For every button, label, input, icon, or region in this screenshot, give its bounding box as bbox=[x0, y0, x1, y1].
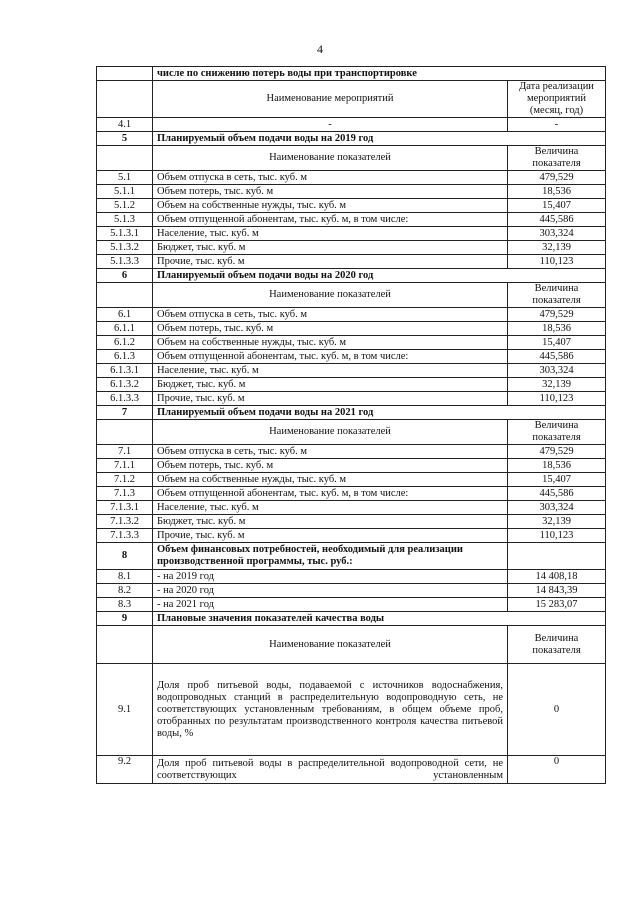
row-number: 8.3 bbox=[97, 598, 153, 612]
row-number: 9.2 bbox=[97, 756, 153, 784]
row-number: 6.1.2 bbox=[97, 336, 153, 350]
row-value: 15 283,07 bbox=[508, 598, 606, 612]
section-title: Планируемый объем подачи воды на 2020 год bbox=[153, 269, 606, 283]
row-number: 7.1.2 bbox=[97, 473, 153, 487]
section-title: Планируемый объем подачи воды на 2021 год bbox=[153, 406, 606, 420]
row-value: 15,407 bbox=[508, 473, 606, 487]
section-header-7 bbox=[97, 406, 606, 420]
section-title: Плановые значения показателей качества воды bbox=[153, 612, 606, 626]
row-number: 7.1 bbox=[97, 445, 153, 459]
row-name: Население, тыс. куб. м bbox=[153, 501, 508, 515]
row-value: 32,139 bbox=[508, 241, 606, 255]
indicator-header-row bbox=[97, 146, 606, 171]
indicator-name-header: Наименование показателей bbox=[153, 146, 508, 171]
table-row bbox=[97, 308, 606, 322]
row-name: Прочие, тыс. куб. м bbox=[153, 392, 508, 406]
row-value: 303,324 bbox=[508, 501, 606, 515]
section-header-6 bbox=[97, 269, 606, 283]
table-row bbox=[97, 227, 606, 241]
table-row bbox=[97, 529, 606, 543]
table-row bbox=[97, 336, 606, 350]
row-name: Население, тыс. куб. м bbox=[153, 227, 508, 241]
table-row bbox=[97, 350, 606, 364]
table-row bbox=[97, 213, 606, 227]
section-number: 9 bbox=[97, 612, 153, 626]
row-number: 5.1.3.2 bbox=[97, 241, 153, 255]
section-header-9 bbox=[97, 612, 606, 626]
row-name: Прочие, тыс. куб. м bbox=[153, 529, 508, 543]
row-value: 110,123 bbox=[508, 529, 606, 543]
row-name: Объем на собственные нужды, тыс. куб. м bbox=[153, 336, 508, 350]
table-row bbox=[97, 515, 606, 529]
row-number: 6.1 bbox=[97, 308, 153, 322]
row-name: Бюджет, тыс. куб. м bbox=[153, 378, 508, 392]
row-value: 32,139 bbox=[508, 378, 606, 392]
section-number: 6 bbox=[97, 269, 153, 283]
row-name: - на 2019 год bbox=[153, 570, 508, 584]
section-header-5 bbox=[97, 132, 606, 146]
row-name: Население, тыс. куб. м bbox=[153, 364, 508, 378]
row-number: 5.1.2 bbox=[97, 199, 153, 213]
indicator-name-header: Наименование показателей bbox=[153, 420, 508, 445]
continuation-title: числе по снижению потерь воды при транспортировке bbox=[153, 67, 606, 81]
indicator-header-row bbox=[97, 626, 606, 664]
continuation-row bbox=[97, 67, 606, 81]
measures-header-row bbox=[97, 81, 606, 118]
table-row bbox=[97, 459, 606, 473]
row-name: Объем потерь, тыс. куб. м bbox=[153, 185, 508, 199]
row-name: Доля проб питьевой воды, подаваемой с источников водоснабжения, водопроводных станций в распределительную водопроводную сеть, не соответствующих установленным требованиям, в общем объеме проб, отобранных по результатам производственного контроля качества питьевой воды, % bbox=[153, 664, 508, 756]
row-name: - на 2021 год bbox=[153, 598, 508, 612]
row-name: Объем потерь, тыс. куб. м bbox=[153, 459, 508, 473]
indicator-value-header: Величина показателя bbox=[508, 626, 606, 664]
table-row bbox=[97, 378, 606, 392]
row-name: Объем потерь, тыс. куб. м bbox=[153, 322, 508, 336]
row-number: 7.1.3.2 bbox=[97, 515, 153, 529]
table-row bbox=[97, 598, 606, 612]
table-row bbox=[97, 664, 606, 756]
row-number: 5.1 bbox=[97, 171, 153, 185]
row-name: - на 2020 год bbox=[153, 584, 508, 598]
row-value: 14 843,39 bbox=[508, 584, 606, 598]
table-row bbox=[97, 501, 606, 515]
table-row bbox=[97, 255, 606, 269]
table-row bbox=[97, 322, 606, 336]
row-value: 110,123 bbox=[508, 255, 606, 269]
row-value: 110,123 bbox=[508, 392, 606, 406]
indicator-header-row bbox=[97, 283, 606, 308]
row-date: - bbox=[508, 118, 606, 132]
indicator-value-header: Величина показателя bbox=[508, 283, 606, 308]
production-program-table bbox=[96, 66, 606, 784]
row-name: Объем на собственные нужды, тыс. куб. м bbox=[153, 473, 508, 487]
row-value: 14 408,18 bbox=[508, 570, 606, 584]
section-number: 8 bbox=[97, 543, 153, 570]
row-value: 18,536 bbox=[508, 459, 606, 473]
table-row bbox=[97, 185, 606, 199]
section-title: Объем финансовых потребностей, необходимый для реализации производственной программы, тыс. руб.: bbox=[153, 543, 508, 570]
row-value: 18,536 bbox=[508, 322, 606, 336]
row-name: Объем отпущенной абонентам, тыс. куб. м, в том числе: bbox=[153, 213, 508, 227]
row-value: 303,324 bbox=[508, 364, 606, 378]
row-value: 18,536 bbox=[508, 185, 606, 199]
row-value: 15,407 bbox=[508, 336, 606, 350]
indicator-value-header: Величина показателя bbox=[508, 146, 606, 171]
row-value: 479,529 bbox=[508, 171, 606, 185]
row-name: Прочие, тыс. куб. м bbox=[153, 255, 508, 269]
indicator-header-row bbox=[97, 420, 606, 445]
row-value: 303,324 bbox=[508, 227, 606, 241]
measures-date-header: Дата реализации мероприятий (месяц, год) bbox=[508, 81, 606, 118]
row-number: 7.1.3.1 bbox=[97, 501, 153, 515]
table-row bbox=[97, 199, 606, 213]
row-name: - bbox=[153, 118, 508, 132]
row-name: Объем отпущенной абонентам, тыс. куб. м, в том числе: bbox=[153, 350, 508, 364]
row-value: 15,407 bbox=[508, 199, 606, 213]
table-row bbox=[97, 364, 606, 378]
row-number: 8.1 bbox=[97, 570, 153, 584]
row-number: 6.1.3.3 bbox=[97, 392, 153, 406]
row-number: 7.1.1 bbox=[97, 459, 153, 473]
row-value: 445,586 bbox=[508, 350, 606, 364]
indicator-name-header: Наименование показателей bbox=[153, 626, 508, 664]
row-name: Объем отпущенной абонентам, тыс. куб. м, в том числе: bbox=[153, 487, 508, 501]
row-number: 7.1.3.3 bbox=[97, 529, 153, 543]
row-number: 5.1.1 bbox=[97, 185, 153, 199]
table-row bbox=[97, 756, 606, 784]
row-value: 0 bbox=[508, 664, 606, 756]
row-value: 32,139 bbox=[508, 515, 606, 529]
row-number: 6.1.3.2 bbox=[97, 378, 153, 392]
table-row bbox=[97, 241, 606, 255]
indicator-name-header: Наименование показателей bbox=[153, 283, 508, 308]
row-name: Объем отпуска в сеть, тыс. куб. м bbox=[153, 308, 508, 322]
row-number: 6.1.1 bbox=[97, 322, 153, 336]
row-number: 5.1.3 bbox=[97, 213, 153, 227]
row-number: 6.1.3.1 bbox=[97, 364, 153, 378]
measures-name-header: Наименование мероприятий bbox=[153, 81, 508, 118]
row-name: Объем отпуска в сеть, тыс. куб. м bbox=[153, 171, 508, 185]
row-value: 479,529 bbox=[508, 308, 606, 322]
table-row bbox=[97, 171, 606, 185]
table-row bbox=[97, 118, 606, 132]
table-row bbox=[97, 445, 606, 459]
table-row bbox=[97, 392, 606, 406]
row-number: 6.1.3 bbox=[97, 350, 153, 364]
row-number: 4.1 bbox=[97, 118, 153, 132]
table-row bbox=[97, 570, 606, 584]
row-number: 8.2 bbox=[97, 584, 153, 598]
section-number: 5 bbox=[97, 132, 153, 146]
section-number: 7 bbox=[97, 406, 153, 420]
row-name: Объем на собственные нужды, тыс. куб. м bbox=[153, 199, 508, 213]
indicator-value-header: Величина показателя bbox=[508, 420, 606, 445]
section-header-8 bbox=[97, 543, 606, 570]
table-row bbox=[97, 487, 606, 501]
row-number: 9.1 bbox=[97, 664, 153, 756]
row-value: 445,586 bbox=[508, 213, 606, 227]
row-value: 479,529 bbox=[508, 445, 606, 459]
row-name: Объем отпуска в сеть, тыс. куб. м bbox=[153, 445, 508, 459]
table-row bbox=[97, 584, 606, 598]
section-title: Планируемый объем подачи воды на 2019 год bbox=[153, 132, 606, 146]
row-number: 5.1.3.1 bbox=[97, 227, 153, 241]
row-value: 0 bbox=[508, 756, 606, 784]
row-number: 7.1.3 bbox=[97, 487, 153, 501]
row-name: Бюджет, тыс. куб. м bbox=[153, 515, 508, 529]
row-name: Доля проб питьевой воды в распределительной водопроводной сети, не соответствующих установленным bbox=[153, 756, 508, 784]
row-number: 5.1.3.3 bbox=[97, 255, 153, 269]
page-number: 4 bbox=[317, 42, 323, 56]
row-value: 445,586 bbox=[508, 487, 606, 501]
table-row bbox=[97, 473, 606, 487]
row-name: Бюджет, тыс. куб. м bbox=[153, 241, 508, 255]
